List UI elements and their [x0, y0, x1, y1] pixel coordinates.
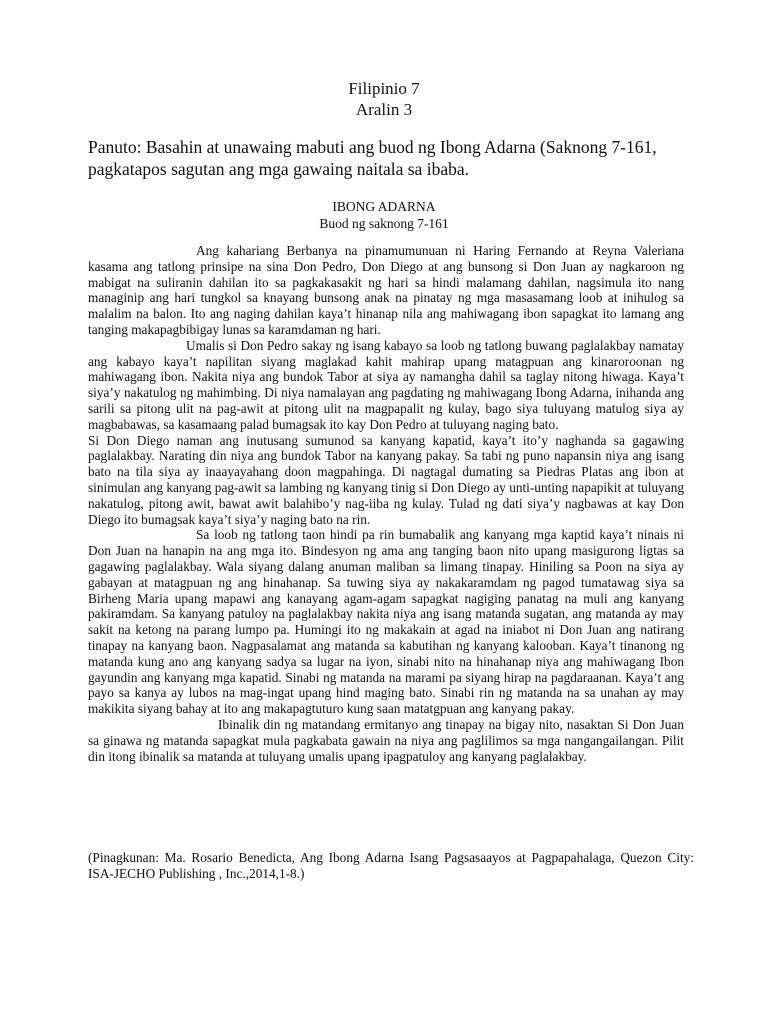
document-header: [0, 78, 768, 120]
story-title-block: [0, 198, 768, 232]
lesson-heading: Aralin 3: [355, 100, 413, 119]
story-paragraph: Umalis si Don Pedro sakay ng isang kabayo sa loob ng tatlong buwang paglalakbay namatay ang kabayo kaya’t napilitan siyang maglakad kahit mahirap upang matagpuan ang kinaroroonan ng mahiwagang ibon. Nakita niya ang bundok Tabor at siya ay namangha dahil sa taglay nitong hiwaga. Kaya’t siya’y nakatulog ng mahimbing. Di niya namalayan ang pagdating ng mahiwagang Ibong Adarna, inihanda ang sarili sa pitong ulit na pag-awit at pitong ulit na magpapalit ng kulay, bago siya tuluyang matulog siya ay magbabawas, sa kasamaang palad bumagsak ito kay Don Pedro at tuluyang naging bato.: [88, 337, 684, 432]
story-paragraph: Ibinalik din ng matandang ermitanyo ang tinapay na bigay nito, nasaktan Si Don Juan sa ginawa ng matanda sapagkat mula pagkabata gawain na niya ang paglilimos sa mga nangangailangan. Pilit din itong ibinalik sa matanda at tuluyang umalis upang ipagpatuloy ang kanyang paglalakbay.: [88, 716, 684, 764]
source-citation: (Pinagkunan: Ma. Rosario Benedicta, Ang Ibong Adarna Isang Pagsasaayos at Pagpapahalaga, Quezon City: ISA-JECHO Publishing , Inc.,2014,1-8.): [88, 850, 694, 881]
story-body: [88, 243, 684, 764]
story-paragraph: Sa loob ng tatlong taon hindi pa rin bumabalik ang kanyang mga kaptid kaya’t ninais ni Don Juan na hanapin na ang mga ito. Bindesyon ng ama ang tanging baon nito upang masigurong ligtas sa gagawing paglalakbay. Wala siyang dalang anuman maliban sa limang tinapay. Hiniling sa Poon na siya ay gabayan at matagpuan ng ang hinahanap. Sa tuwing siya ay nakakaramdam ng pagod tumatawag siya sa Birheng Maria upang mapawi ang kanayang agam-agam sapagkat nagiging panatag na muli ang kanyang pakiramdam. Sa kanyang patuloy na paglalakbay nakita niya ang isang matanda sugatan, ang matanda ay may sakit na ketong na parang lumpo pa. Humingi ito ng makakain at agad na iniabot ni Don Juan ang natirang tinapay na kanyang baon. Nagpasalamat ang matanda sa kabutihan ng kanyang kalooban. Kaya’t tinanong ng matanda kung ano ang kanyang sadya sa lugar na iyon, sinabi nito na hinahanap niya ang mahiwagang Ibon gayundin ang kanyang mga kapatid. Sinabi ng matanda na marami pa siyang hirap na pagdaraanan. Kaya’t ang payo sa kanya ay lubos na mag-ingat upang hind maging bato. Sinabi rin ng matanda na sa unahan ay may makikita siyang bahay at ito ang makapagtuturo kung saan matatgpuan ang kanyang pakay.: [88, 527, 684, 717]
instructions-text: Panuto: Basahin at unawaing mabuti ang buod ng Ibong Adarna (Saknong 7-161, pagkatapos sagutan ang mga gawaing naitala sa ibaba.: [88, 137, 657, 179]
story-paragraph: Ang kahariang Berbanya na pinamumunuan ni Haring Fernando at Reyna Valeriana kasama ang tatlong prinsipe na sina Don Pedro, Don Diego at ang bunsong si Don Juan ay nagkaroon ng mabigat na suliranin dahilan ito sa pagkakasakit ng hari sa hindi malamang dahilan, nagsimula ito nang managinip ang hari tungkol sa knayang bunsong anak na pinatay ng mga masasamang loob at inihulog sa malalim na balon. Ito ang naging dahilan kaya’t hinanap nila ang mahiwagang ibon sapagkat ito lamang ang tanging makapagbibigay lunas sa karamdaman ng hari.: [88, 243, 684, 337]
story-subtitle: Buod ng saknong 7-161: [319, 216, 449, 231]
story-paragraph: Si Don Diego naman ang inutusang sumunod sa kanyang kapatid, kaya’t ito’y naghanda sa gagawing paglalakbay. Narating din niya ang bundok Tabor na kanyang pakay. Sa tabi ng puno napansin niya ang isang bato na tila siya ay inaayayahang doon magpahinga. Di nagtagal dumating sa Piedras Platas ang ibon at sinimulan ang kanyang pag-awit sa lambing ng kanyang tinig si Don Diego ay unti-unting napapikit at tuluyang nakatulog, pitong awit, bawat awit balahibo’y nag-iiba ng kulay. Tulad ng dati siya’y nagbawas at kay Don Diego ito bumagsak kaya’t siya’y naging bato na rin.: [88, 432, 684, 527]
subject-heading: Filipinio 7: [348, 79, 420, 98]
story-title: IBONG ADARNA: [332, 199, 436, 214]
